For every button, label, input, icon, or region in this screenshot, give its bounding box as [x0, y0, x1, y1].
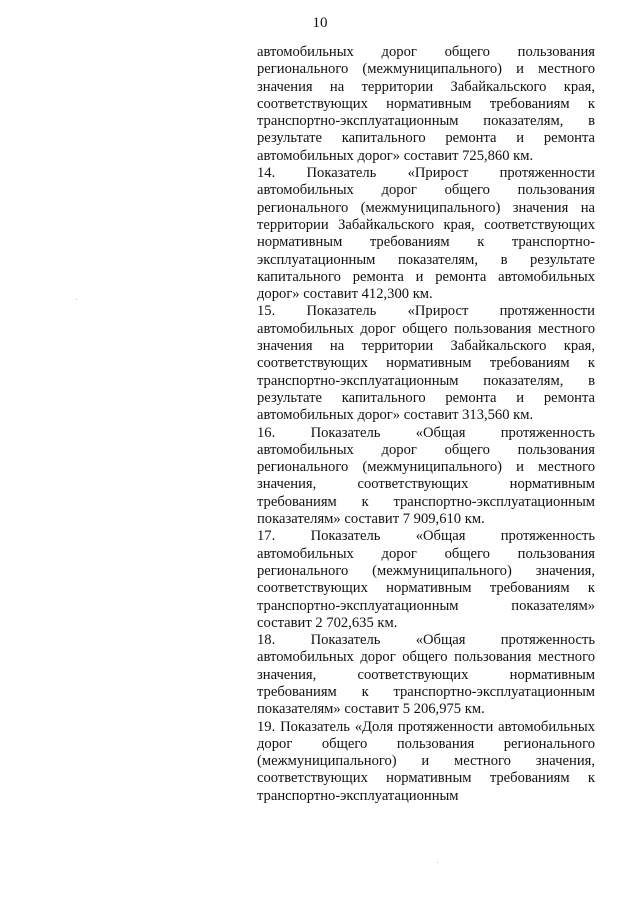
scan-speck	[437, 862, 438, 863]
paragraph-indicator-19: 19. Показатель «Доля протяженности автомобильных дорог общего пользования регионального (межмуниципального) и местного значения, соответствующих нормативным требованиям к транспортно-эксплуатационным	[257, 718, 595, 804]
document-body	[257, 44, 595, 805]
paragraph-indicator-14: 14. Показатель «Прирост протяженности автомобильных дорог общего пользования регионального (межмуниципального) значения на территории Забайкальского края, соответствующих нормативным требованиям к транспортно-эксплуатационным показателям, в результате капитального ремонта и ремонта автомобильных дорог» составит 412,300 км.	[257, 165, 595, 303]
page-number: 10	[312, 15, 328, 31]
paragraph-indicator-17: 17. Показатель «Общая протяженность автомобильных дорог общего пользования регионального (межмуниципального) значения, соответствующих нормативным требованиям к транспортно-эксплуатационным показателям» составит 2 702,635 км.	[257, 528, 595, 631]
paragraph-indicator-18: 18. Показатель «Общая протяженность автомобильных дорог общего пользования местного значения, соответствующих нормативным требованиям к транспортно-эксплуатационным показателям» составит 5 206,975 км.	[257, 632, 595, 718]
paragraph-indicator-15: 15. Показатель «Прирост протяженности автомобильных дорог общего пользования местного значения на территории Забайкальского края, соответствующих нормативным требованиям к транспортно-эксплуатационным показателям, в результате капитального ремонта и ремонта автомобильных дорог» составит 313,560 км.	[257, 303, 595, 424]
paragraph-continuation: автомобильных дорог общего пользования регионального (межмуниципального) и местного значения на территории Забайкальского края, соответствующих нормативным требованиям к транспортно-эксплуатационным показателям, в результате капитального ремонта и ремонта автомобильных дорог» составит 725,860 км.	[257, 44, 595, 164]
scan-speck	[76, 299, 77, 300]
paragraph-indicator-16: 16. Показатель «Общая протяженность автомобильных дорог общего пользования регионального (межмуниципального) и местного значения, соответствующих нормативным требованиям к транспортно-эксплуатационным показателям» составит 7 909,610 км.	[257, 424, 595, 528]
